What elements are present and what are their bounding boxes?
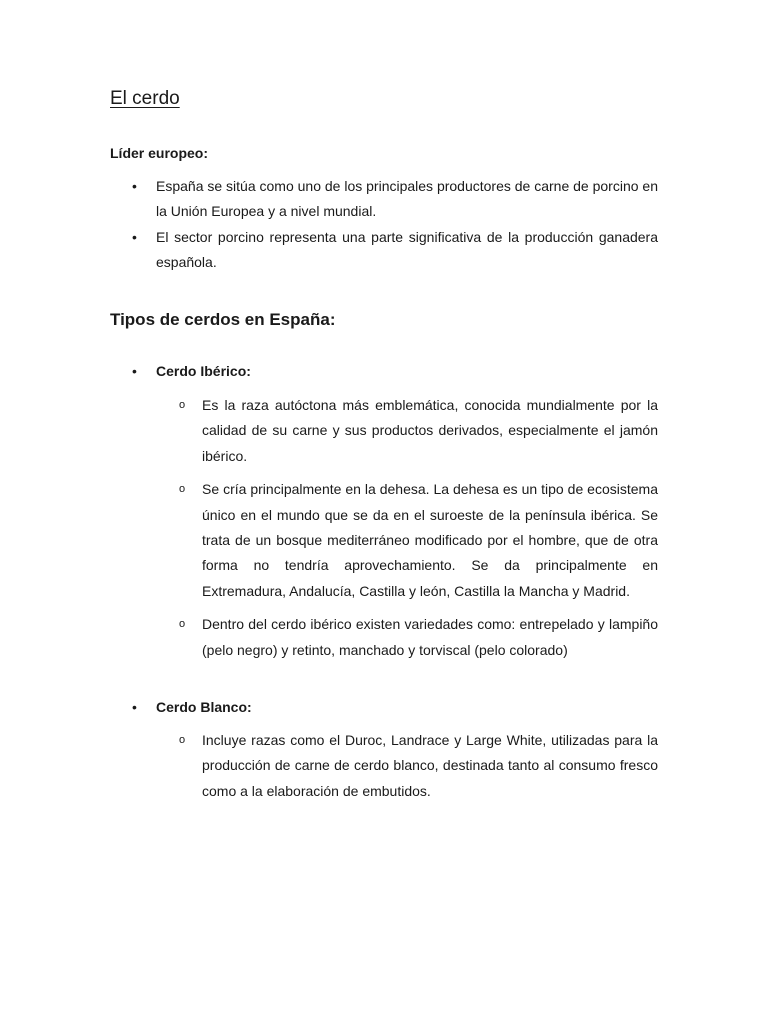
list-item [110,174,658,225]
list-item-text: España se sitúa como uno de los principales productores de carne de porcino en la Unión Europea y a nivel mundial. [156,178,658,220]
hollow-bullet-icon: o [179,618,186,631]
bullet-icon: • [132,363,137,379]
list-item-cerdo-iberico [110,359,704,384]
sub-list-item-text: Incluye razas como el Duroc, Landrace y Large White, utilizadas para la producción de carne de cerdo blanco, destinada tanto al consumo fresco como a la elaboración de embutidos. [202,732,658,799]
sub-list-item [110,393,658,469]
blanco-sublist [110,728,658,804]
sub-list-item-text: Es la raza autóctona más emblemática, conocida mundialmente por la calidad de su carne y sus productos derivados, especialmente el jamón ibérico. [202,397,658,464]
bullet-icon: • [132,178,137,194]
sub-list-item [110,728,658,804]
list-item-text: El sector porcino representa una parte significativa de la producción ganadera española. [156,228,658,271]
document-title: El cerdo [110,88,180,109]
blanco-label: Cerdo Blanco: [156,699,252,715]
hollow-bullet-icon: o [179,399,186,411]
hollow-bullet-icon: o [179,734,186,746]
sub-list-item-text: Se cría principalmente en la dehesa. La dehesa es un tipo de ecosistema único en el mundo que se da en el suroeste de la península ibérica. Se trata de un bosque mediterráneo modificado por el hombre, que de otra forma no tendría aprovechamiento. Se da principalmente en Extremadura, Andalucía, Castilla y león, Castilla la Mancha y Madrid. [202,481,658,599]
section-label-lider-europeo: Líder europeo: [110,145,209,161]
sub-list-item [110,612,658,663]
list-item-cerdo-blanco [110,695,704,720]
bullet-icon: • [132,228,137,245]
iberico-label: Cerdo Ibérico: [156,363,251,379]
lider-europeo-list [110,174,658,276]
section-heading-tipos: Tipos de cerdos en España: [110,310,336,329]
sub-list-item-text: Dentro del cerdo ibérico existen variedades como: entrepelado y lampiño (pelo negro) y retinto, manchado y torviscal (pelo colorado) [202,616,658,658]
sub-list-item [110,477,658,604]
hollow-bullet-icon: o [179,483,186,496]
bullet-icon: • [132,699,137,715]
list-item [110,225,658,276]
iberico-sublist [110,393,658,663]
